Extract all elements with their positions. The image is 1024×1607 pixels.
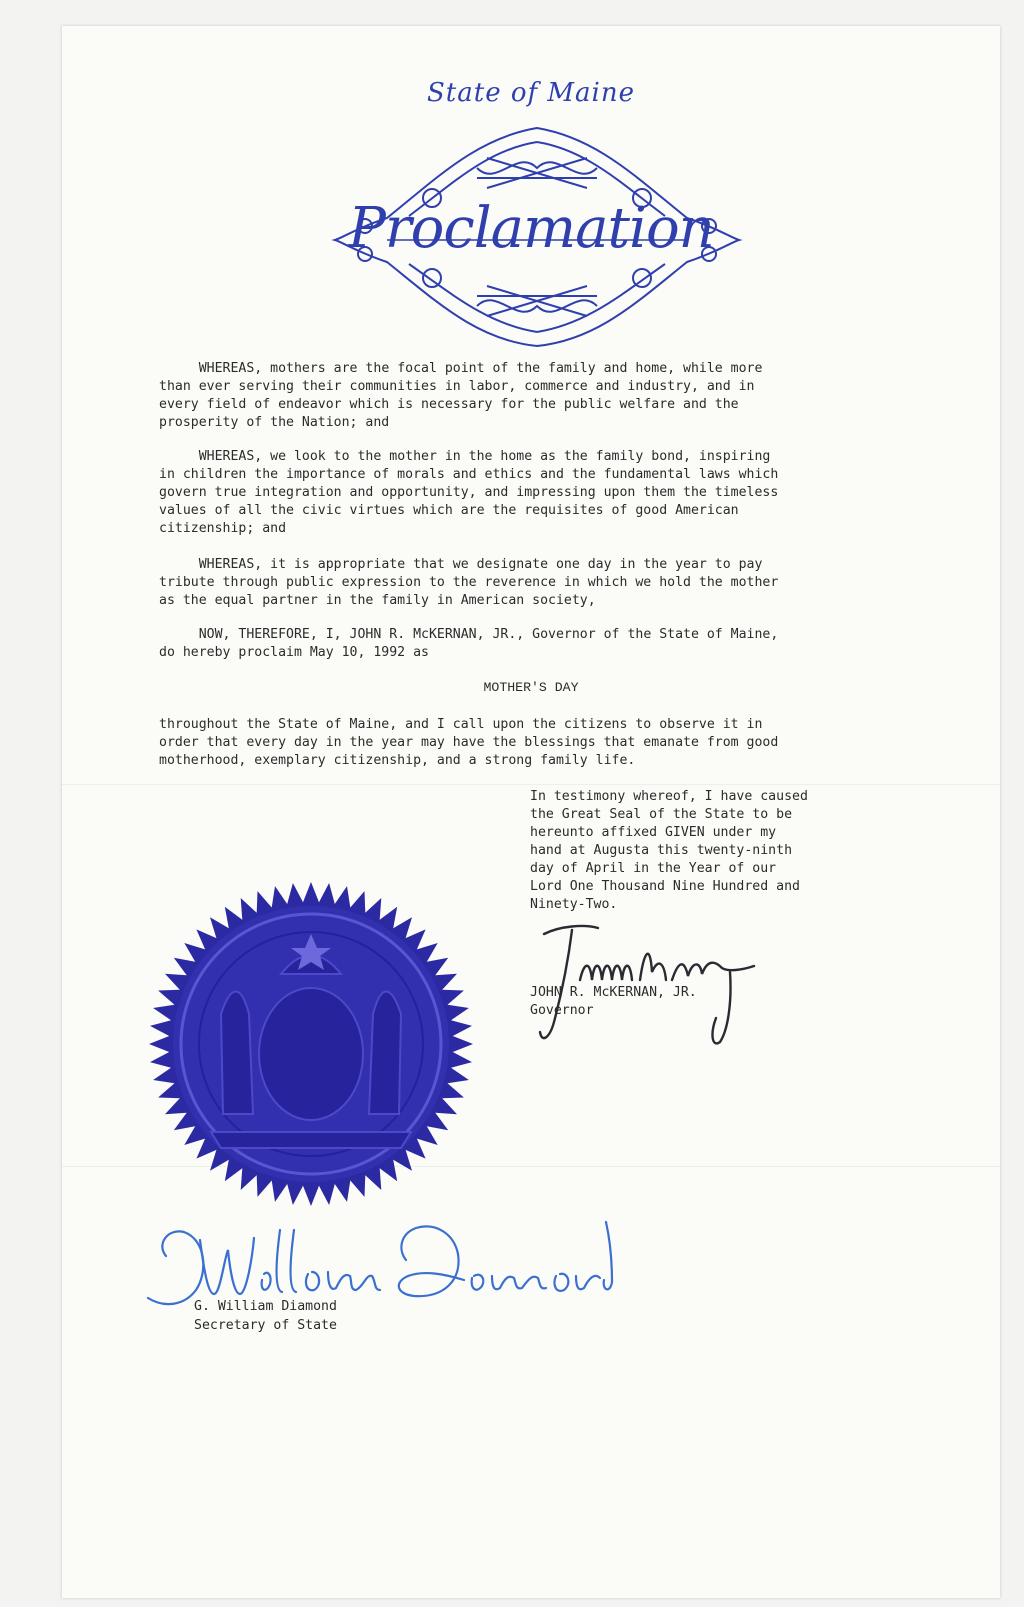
governor-title: Governor (530, 1003, 594, 1018)
fold-line (62, 784, 1000, 785)
proclamation-crest (62, 26, 1000, 356)
day-name: MOTHER'S DAY (483, 680, 579, 695)
secretary-title: Secretary of State (194, 1318, 337, 1333)
secretary-name: G. William Diamond (194, 1299, 337, 1314)
whereas-paragraph-1: WHEREAS, mothers are the focal point of the family and home, while more than ever serving their communities in labor, commerce and industry, and in every field of endeavor which is necessary for the public welfare and the prosperity of the Nation; and (159, 361, 763, 430)
closing-paragraph: throughout the State of Maine, and I call upon the citizens to observe it in order that every day in the year may have the blessings that emanate from good motherhood, exemplary citizenship, and a strong family life. (159, 717, 779, 768)
now-therefore-paragraph: NOW, THEREFORE, I, JOHN R. McKERNAN, JR., Governor of the State of Maine, do hereby proclaim May 10, 1992 as (159, 627, 779, 660)
state-heading: State of Maine (427, 78, 635, 108)
testimony-text: In testimony whereof, I have caused the Great Seal of the State to be hereunto affixed GIVEN under my hand at Augusta this twenty-ninth day of April in the Year of our Lord One Thousand Nine Hundred and Ninety-Two. (530, 789, 808, 912)
whereas-paragraph-3: WHEREAS, it is appropriate that we designate one day in the year to pay tribute through public expression to the reverence in which we hold the mother as the equal partner in the family in American society, (159, 557, 779, 608)
proclamation-document (62, 26, 1000, 1598)
governor-name: JOHN R. McKERNAN, JR. (530, 985, 697, 1000)
whereas-paragraph-2: WHEREAS, we look to the mother in the home as the family bond, inspiring in children the importance of morals and ethics and the fundamental laws which govern true integration and opportunity, and impressing upon them the timeless values of all the civic virtues which are the requisites of good American citizenship; and (159, 449, 779, 536)
proclamation-title: Proclamation (348, 196, 714, 261)
great-seal-icon (146, 879, 476, 1209)
